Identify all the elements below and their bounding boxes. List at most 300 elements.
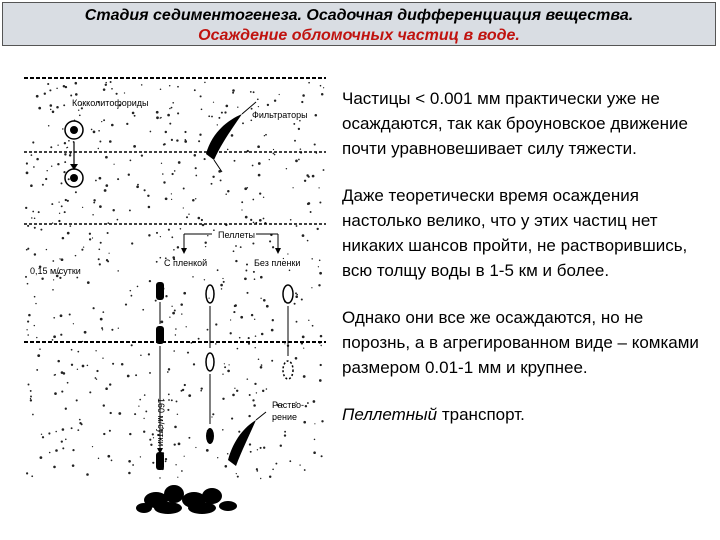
label-pellets: Пеллеты [218,230,255,240]
particle-dot [275,463,277,465]
particle-dot [62,428,65,431]
particle-dot [110,412,112,414]
particle-dot [73,323,74,324]
dissolving-pellet-icon [283,361,293,379]
particle-dot [198,338,200,340]
particle-dot [287,253,288,254]
particle-dot [259,192,261,194]
particle-dot [141,84,143,86]
particle-dot [271,329,274,332]
particle-dot [213,229,215,231]
particle-dot [49,452,51,454]
particle-dot [62,447,64,449]
particle-dot [32,141,34,143]
particle-dot [233,311,235,313]
particle-dot [47,83,49,85]
particle-dot [37,354,40,357]
particle-dot [27,225,29,227]
particle-dot [254,383,256,385]
particle-dot [266,305,269,308]
particle-dot [30,396,32,398]
particle-dot [95,350,96,351]
particle-dot [34,325,35,326]
particle-dot [127,375,130,378]
particle-dot [218,117,220,119]
particle-dot [132,464,134,466]
particle-dot [162,173,164,175]
particle-dot [131,242,133,244]
particle-dot [64,211,66,213]
particle-dot [79,114,81,116]
particle-dot [295,160,298,163]
particle-dot [256,470,258,472]
particle-dot [321,420,323,422]
particle-dot [222,374,223,375]
particle-dot [105,184,108,187]
particle-dot [149,372,151,374]
particle-dot [176,400,178,402]
particle-dot [150,131,152,133]
particle-dot [252,165,254,167]
particle-dot [32,414,34,416]
particle-dot [195,175,197,177]
label-dissolution-1: Раство- [272,400,305,410]
particle-dot [143,431,145,433]
particle-dot [165,458,167,460]
particle-dot [319,260,321,262]
particle-dot [292,187,293,188]
particle-dot [125,304,127,306]
particle-dot [65,439,67,441]
particle-dot [208,115,210,117]
particle-dot [294,303,296,305]
particle-dot [205,246,206,247]
particle-dot [77,429,79,431]
particle-dot [232,92,234,94]
particle-dot [165,197,168,200]
particle-dot [258,162,261,165]
tail-icon [214,160,222,172]
particle-dot [307,203,309,205]
paragraph-3: Однако они все же осаждаются, но не порознь, а в агрегированном виде – комками размером 0.01-1 мм и крупнее. [342,308,699,377]
particle-dot [76,277,78,279]
particle-dot [183,292,186,295]
arrowhead-icon [181,248,187,254]
particle-dot [171,199,172,200]
particle-dot [31,475,33,477]
particle-dot [184,131,186,133]
particle-dot [36,95,39,98]
particle-dot [92,446,93,447]
particle-dot [75,191,77,193]
particle-dot [48,432,50,434]
particle-dot [68,140,70,142]
paragraph-4 [342,402,714,427]
particle-dot [98,258,100,260]
particle-dot [258,106,259,107]
particle-dot [165,461,167,463]
particle-dot [250,219,252,221]
particle-dot [184,456,185,457]
particle-dot [107,455,110,458]
particle-dot [187,352,189,354]
particle-dot [26,329,27,330]
particle-dot [112,363,114,365]
particle-dot [207,235,208,236]
particle-dot [59,277,61,279]
particle-dot [256,392,257,393]
particle-dot [225,194,226,195]
particle-dot [96,378,97,379]
particle-dot [260,276,263,279]
particle-dot [200,95,202,97]
particle-dot [273,153,275,155]
particle-dot [156,116,159,119]
particle-dot [178,161,181,164]
particle-dot [302,234,305,237]
particle-dot [64,153,66,155]
particle-dot [98,130,100,132]
particle-dot [84,331,87,334]
particle-dot [160,88,162,90]
particle-dot [312,175,315,178]
particle-dot [311,287,312,288]
particle-dot [175,328,177,330]
particle-dot [228,364,229,365]
particle-dot [36,369,38,371]
particle-dot [272,246,274,248]
particle-dot [128,174,130,176]
particle-dot [142,309,144,311]
particle-dot [101,327,103,329]
particle-dot [318,187,319,188]
particle-dot [227,190,229,192]
particle-dot [230,332,232,334]
particle-dot [301,101,303,103]
particle-dot [314,423,315,424]
particle-dot [168,368,170,370]
particle-dot [70,225,72,227]
particle-dot [87,281,90,284]
pellet-icon [156,326,164,344]
particle-dot [249,394,251,396]
particle-dot [128,472,131,475]
particle-dot [57,360,60,363]
particle-dot [49,89,51,91]
particle-dot [64,161,66,163]
particle-dot [239,337,241,339]
particle-dot [263,447,265,449]
particle-dot [161,321,164,324]
particle-dot [95,377,97,379]
particle-dot [221,288,223,290]
particle-dot [171,193,172,194]
particle-dot [138,405,139,406]
particle-dot [26,162,28,164]
particle-dot [174,170,176,172]
particle-dot [260,447,262,449]
particle-dot [167,114,170,117]
particle-dot [165,131,167,133]
pellet-icon [156,452,164,470]
particle-dot [220,179,222,181]
particle-dot [233,250,235,252]
particle-dot [232,89,235,92]
particle-dot [313,451,316,454]
particle-dot [320,345,321,346]
particle-dot [321,93,324,96]
particle-dot [186,326,187,327]
particle-dot [25,276,27,278]
particle-dot [41,434,42,435]
particle-dot [314,143,316,145]
particle-dot [299,464,300,465]
particle-dot [269,476,271,478]
particle-dot [52,339,54,341]
particle-dot [53,279,54,280]
particle-dot [132,112,135,115]
particle-dot [211,416,212,417]
particle-dot [134,115,136,117]
particle-dot [36,337,37,338]
particle-dot [172,312,175,315]
paragraph-4-rest: транспорт. [437,405,525,424]
particle-dot [193,363,195,365]
particle-dot [160,236,161,237]
particle-dot [53,317,55,319]
film-pellet-icon [206,353,214,371]
particle-dot [67,200,69,202]
particle-dot [54,374,56,376]
particle-dot [273,149,274,150]
particle-dot [124,92,125,93]
particle-dot [169,317,170,318]
particle-dot [171,306,172,307]
particle-dot [173,350,175,352]
particle-dot [77,369,78,370]
particle-dot [164,143,166,145]
particle-dot [46,249,47,250]
particle-dot [212,413,214,415]
particle-dot [40,229,42,231]
sediment-pile [136,485,237,514]
sedimentation-diagram [16,62,332,526]
particle-dot [26,172,29,175]
label-without-film: Без пленки [254,258,301,268]
particle-dot [298,159,300,161]
label-dissolution-2: рение [272,412,298,422]
particle-dot [109,383,111,385]
particle-dot [215,323,217,325]
particle-dot [321,455,323,457]
particle-dot [261,364,263,366]
particle-dot [163,181,165,183]
particle-dot [199,134,201,136]
particle-dot [296,321,298,323]
particle-dot [211,183,213,185]
particle-dot [195,198,196,199]
particle-dot [153,437,154,438]
particle-dot [296,225,298,227]
particle-dot [81,249,83,251]
particle-dot [238,431,240,433]
particle-dot [99,141,101,143]
particle-dot [156,261,158,263]
particle-dot [255,347,256,348]
particle-dot [174,426,177,429]
particle-dot [93,307,95,309]
particle-dot [284,343,285,344]
particle-dot [248,337,250,339]
particle-dot [109,140,112,143]
particle-dot [60,334,62,336]
particle-dot [222,278,223,279]
antenna-icon [256,412,266,420]
particle-dot [261,333,264,336]
particle-dot [284,434,286,436]
particle-dot [171,139,173,141]
particle-dot [194,89,196,91]
particle-dot [256,468,258,470]
particle-dot [46,170,47,171]
particle-dot [149,439,151,441]
particle-dot [105,156,108,159]
particle-dot [174,310,176,312]
particle-dot [137,286,139,288]
particle-dot [241,209,242,210]
particle-dot [159,257,161,259]
particle-dot [56,88,57,89]
particle-dot [251,314,253,316]
particle-dot [303,421,306,424]
particle-dot [58,220,60,222]
particle-dot [30,390,32,392]
particle-dot [130,290,132,292]
particle-dot [260,298,261,299]
particle-dot [246,292,248,294]
particle-dot [96,370,98,372]
particle-dot [269,240,271,242]
particle-dot [139,399,141,401]
particle-dot [262,390,264,392]
particle-dot [263,197,264,198]
particle-dot [224,111,226,113]
particle-dot [87,365,89,367]
particle-dot [61,258,64,261]
particle-dot [184,140,187,143]
particle-dot [34,253,36,255]
particle-dot [299,120,301,122]
particle-dot [95,180,97,182]
particle-dot [26,472,28,474]
particle-dot [111,329,113,331]
particle-dot [264,135,265,136]
particle-dot [295,295,298,298]
particle-dot [57,163,59,165]
particle-dot [319,272,322,275]
particle-dot [103,119,105,121]
particle-dot [181,470,183,472]
particle-dot [70,95,72,97]
particle-dot [180,228,182,230]
pellet-icon [156,282,164,300]
particle-dot [65,408,67,410]
paragraph-1: Частицы < 0.001 мм практически уже не осаждаются, так как броуновское движение почти уравновешивает силу тяжести. [342,89,688,158]
particle-dot [156,232,158,234]
particle-dot [195,447,196,448]
particle-dot [188,213,189,214]
particle-dot [141,154,143,156]
particle-dot [314,439,316,441]
particle-dot [152,462,154,464]
particle-dot [242,122,244,124]
film-pellet-icon [206,428,214,444]
particle-dot [40,456,43,459]
particle-dot [60,314,63,317]
particle-dot [103,88,106,91]
particle-dot [301,298,303,300]
particle-dot [215,343,217,345]
particle-dot [32,211,34,213]
particle-dot [148,234,150,236]
particle-dot [75,82,78,85]
particle-dot [92,237,93,238]
particle-dot [168,229,170,231]
particle-dot [323,169,325,171]
particle-dot [258,174,261,177]
particle-dot [160,117,161,118]
particle-dot [227,370,230,373]
particle-dot [30,399,32,401]
particle-dot [263,218,265,220]
particle-dot [93,131,96,134]
particle-dot [68,178,70,180]
particle-dot [130,160,132,162]
particle-dot [169,123,171,125]
particle-dot [67,382,69,384]
particle-dot [33,166,35,168]
particle-dot [111,124,114,127]
particle-dot [183,188,185,190]
particle-dot [320,364,322,366]
particle-dot [101,121,102,122]
particle-dot [320,85,322,87]
particle-dot [254,278,256,280]
particle-dot [116,93,118,95]
particle-dot [137,184,139,186]
particle-dot [188,394,191,397]
particle-dot [319,379,322,382]
particle-dot [38,107,41,110]
particle-dot [274,99,276,101]
particle-dot [167,371,169,373]
particle-dot [134,413,136,415]
particle-dot [71,349,73,351]
particle-dot [28,314,31,317]
particle-dot [25,207,27,209]
particle-dot [304,469,306,471]
particle-dot [305,405,307,407]
particle-dot [169,85,170,86]
particle-dot [257,449,258,450]
particle-dot [253,271,255,273]
particle-dot [113,164,114,165]
particle-dot [227,149,229,151]
particle-dot [105,84,107,86]
particle-dot [247,187,249,189]
particle-dot [213,102,214,103]
particle-dot [231,134,234,137]
